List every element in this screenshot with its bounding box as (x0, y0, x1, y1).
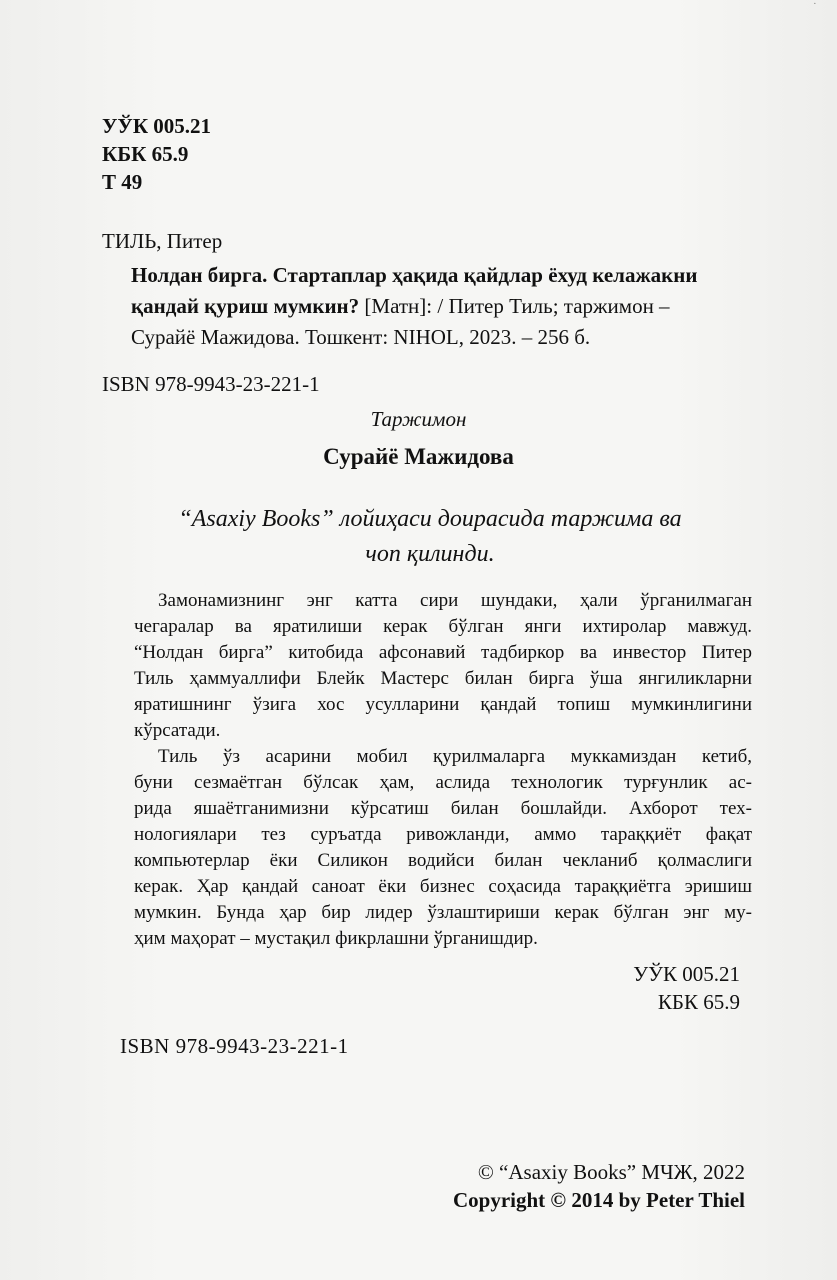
annotation-line: буни сезмаётган бўлсак ҳам, аслида технологик турғунлик ас- (134, 772, 752, 793)
annotation-line: чегаралар ва яратилиши керак бўлган янги ихтиролар мавжуд. (134, 616, 752, 637)
lbc-code: КБК 65.9 (102, 142, 189, 166)
title-line-2-rest: [Матн]: / Питер Тиль; таржимон – (359, 294, 670, 318)
classification-bottom (633, 960, 740, 1016)
annotation-line: мумкин. Бунда ҳар бир лидер ўзлаштириши керак бўлган энг му- (134, 902, 752, 923)
translator-role: Таржимон (370, 407, 467, 431)
translator-name: Сурайё Мажидова (323, 444, 514, 469)
copyright-author: Copyright © 2014 by Peter Thiel (453, 1188, 745, 1212)
annotation-line: нологиялари тез суръатда ривожланди, аммо тараққиёт фақат (134, 824, 752, 845)
annotation-line: компьютерлар ёки Силикон водийси билан чекланиб қолмаслиги (134, 850, 752, 871)
title-line-1: Нолдан бирга. Стартаплар ҳақида қайдлар ёхуд келажакни (131, 263, 698, 287)
annotation-line: яратишнинг ўзига хос усулларини қандай топиш мумкинлигини (134, 694, 752, 715)
project-note (110, 502, 750, 572)
project-note-line-1: “Asaxiy Books” лойиҳаси доирасида таржима ва (178, 506, 682, 532)
title-line-2 (131, 291, 759, 322)
annotation-line: кўрсатади. (134, 720, 221, 741)
isbn-bottom: ISBN 978-9943-23-221-1 (120, 1034, 349, 1058)
annotation-line: Замонамизнинг энг катта сири шундаки, ҳали ўрганилмаган (158, 590, 752, 611)
udc-code: УЎК 005.21 (102, 114, 212, 138)
annotation-line: “Нолдан бирга” китобида афсонавий тадбиркор ва инвестор Питер (134, 642, 752, 663)
title-line-2-bold: қандай қуриш мумкин? (131, 294, 360, 318)
annotation-line: ҳим маҳорат – мустақил фикрлашни ўрганишдир. (134, 928, 538, 949)
annotation-line: рида яшаётганимизни кўрсатиш билан бошлайди. Ахборот тех- (134, 798, 752, 819)
annotation-line: керак. Ҳар қандай саноат ёки бизнес соҳасида тараққиётга эришиш (134, 876, 752, 897)
corner-mark: · (813, 0, 817, 10)
lbc-code-bottom: КБК 65.9 (657, 990, 740, 1014)
classification-block (102, 112, 211, 196)
isbn-top: ISBN 978-9943-23-221-1 (102, 372, 320, 396)
title-line-3: Сурайё Мажидова. Тошкент: NIHOL, 2023. – 256 б. (131, 325, 591, 349)
annotation-line: Тиль ўз асарини мобил қурилмаларга муккамиздан кетиб, (158, 746, 752, 767)
copyright-publisher: © “Asaxiy Books” МЧЖ, 2022 (477, 1160, 745, 1184)
bibliographic-description (131, 260, 759, 353)
annotation (134, 588, 752, 952)
annotation-line: Тиль ҳаммуаллифи Блейк Мастерс билан бирга ўша янгиликларни (134, 668, 752, 689)
author-heading: ТИЛЬ, Питер (102, 229, 223, 253)
copyright-block (453, 1158, 745, 1214)
author-mark: Т 49 (102, 170, 143, 194)
project-note-line-2: чоп қилинди. (365, 541, 495, 567)
udc-code-bottom: УЎК 005.21 (633, 962, 740, 986)
